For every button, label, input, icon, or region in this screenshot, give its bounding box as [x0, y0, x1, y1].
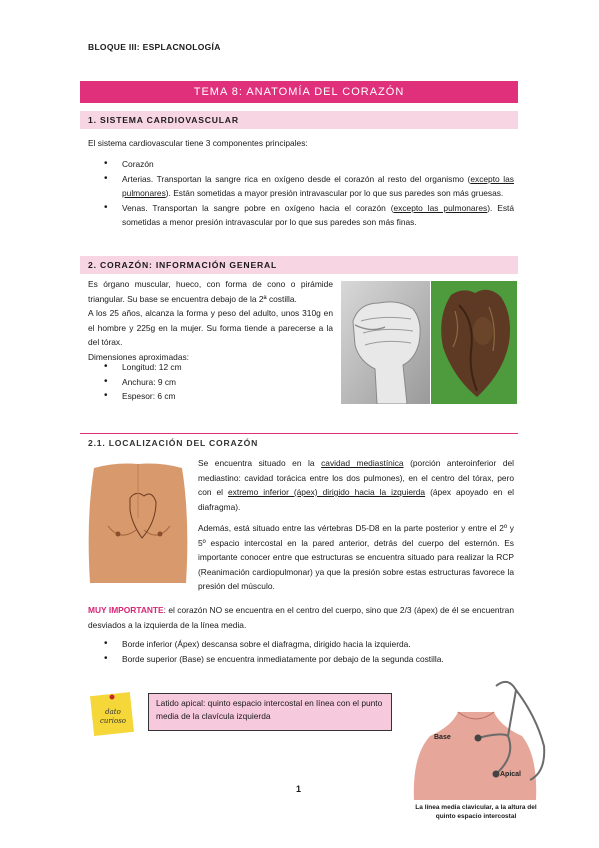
section-heading-2: 2. CORAZÓN: INFORMACIÓN GENERAL: [80, 256, 518, 274]
paragraph: A los 25 años, alcanza la forma y peso del adulto, unos 310g en el hombre y 225g en la mujer. Su forma tiende a parecerse a la del tórax.: [88, 308, 333, 347]
diagram-caption: La línea media clavicular, a la altura del quinto espacio intercostal: [415, 804, 537, 820]
section-heading-1: 1. SISTEMA CARDIOVASCULAR: [80, 111, 518, 129]
torso-image: [86, 458, 190, 583]
list-item: • Venas. Transportan la sangre pobre en oxígeno hacia el corazón (excepto las pulmonares). Está sometidas a menor presión intravascular por lo que sus paredes son más finas.: [96, 201, 514, 230]
important-note: MUY IMPORTANTE: el corazón NO se encuentra en el centro del cuerpo, sino que 2/3 (ápex) de él se encuentran desviados a la izquierda de la línea media.: [88, 605, 514, 630]
paragraph: Dimensiones aproximadas:: [88, 351, 190, 362]
section-heading-2-1: 2.1. LOCALIZACIÓN DEL CORAZÓN: [88, 438, 259, 448]
document-header: BLOQUE III: ESPLACNOLOGÍA: [88, 42, 221, 52]
dimensions-list: [96, 360, 296, 404]
page-number: 1: [296, 784, 302, 794]
list-item: • Longitud: 12 cm: [96, 360, 296, 375]
heart-image: [431, 281, 517, 404]
stethoscope-diagram: [404, 676, 548, 800]
sticky-note-icon: [86, 688, 138, 740]
location-paragraph-2: Además, está situado entre las vértebras D5-D8 en la parte posterior y entre el 2º y 5º espacio intercostal en la pared anterior, detrás del cuerpo del esternón. Es importante conocer entre que estructuras se encuentra situado para realizar la RCP (Reanimación cardiopulmonar) ya que la presión sobre estas estructuras favorece la presión del músculo.: [198, 523, 514, 591]
list-item: • Borde inferior (Ápex) descansa sobre el diafragma, dirigido hacia la izquierda.: [96, 637, 514, 652]
section1-list: [96, 157, 514, 230]
list-item: • Borde superior (Base) se encuentra inmediatamente por debajo de la segunda costilla.: [96, 652, 514, 667]
section2-text: [88, 277, 333, 364]
list-item: • Corazón: [96, 157, 514, 172]
location-paragraph-1: Se encuentra situado en la cavidad mediastínica (porción anteroinferior del mediastino: cavidad torácica entre los dos pulmones), en el centro del tórax, pero con el extremo inferior (ápex) dirigido hacia la izquierda (ápex apoyado en el diafragma).: [198, 458, 514, 512]
callout-box: Latido apical: quinto espacio intercostal en línea con el punto media de la clavícula izquierda: [148, 693, 392, 731]
paragraph: Es órgano muscular, hueco, con forma de cono o pirámide triangular. Su base se encuentra debajo de la 2ª costilla.: [88, 279, 333, 304]
list-item: • Anchura: 9 cm: [96, 375, 296, 390]
borders-list: [96, 637, 514, 666]
section1-intro: El sistema cardiovascular tiene 3 componentes principales:: [88, 138, 308, 148]
fist-image: [341, 281, 430, 404]
list-item: • Espesor: 6 cm: [96, 389, 296, 404]
sticky-line-2: curioso: [99, 717, 127, 725]
list-item: • Arterias. Transportan la sangre rica en oxígeno desde el corazón al resto del organismo (excepto las pulmonares). Están sometidas a mayor presión intravascular por lo que sus paredes son más gruesas.: [96, 172, 514, 201]
apical-label: Apical: [500, 771, 522, 778]
page-title: TEMA 8: ANATOMÍA DEL CORAZÓN: [80, 81, 518, 103]
section-divider: [80, 433, 518, 434]
base-label: Base: [434, 734, 451, 741]
sticky-line-1: dato: [105, 708, 121, 716]
